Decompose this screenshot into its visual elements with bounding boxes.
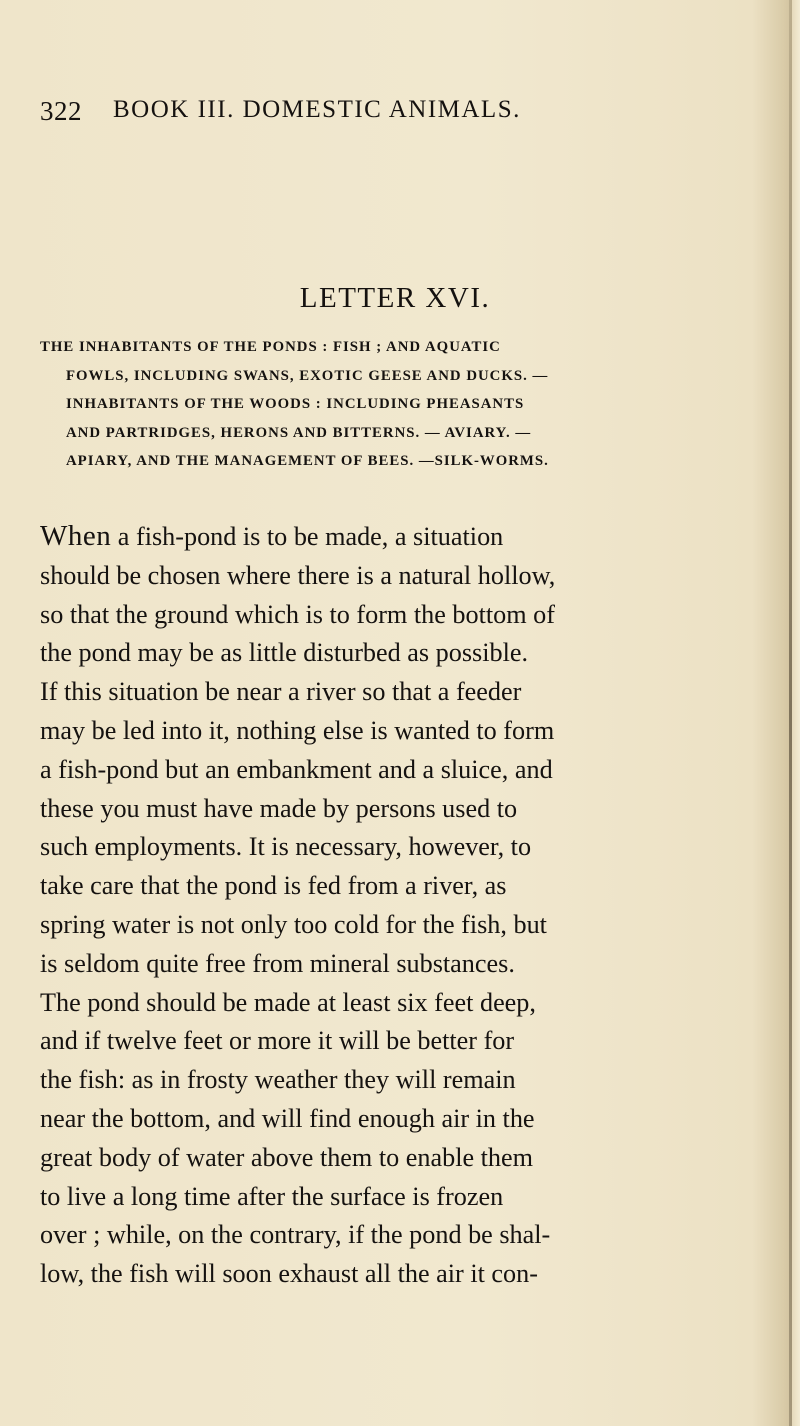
body-line: over ; while, on the contrary, if the pond be shal-: [40, 1220, 551, 1250]
body-line: If this situation be near a river so that a feeder: [40, 677, 522, 707]
body-line: these you must have made by persons used to: [40, 793, 518, 823]
body-line: take care that the pond is fed from a river, as: [40, 871, 507, 901]
body-line: is seldom quite free from mineral substances.: [40, 948, 515, 978]
summary-line: APIARY, AND THE MANAGEMENT OF BEES. —SILK-WORMS.: [66, 453, 549, 469]
body-line: such employments. It is necessary, however, to: [40, 832, 532, 862]
summary-line: AND PARTRIDGES, HERONS AND BITTERNS. — AVIARY. —: [66, 424, 532, 441]
body-line: near the bottom, and will find enough air in the: [40, 1103, 535, 1133]
summary-line: THE INHABITANTS OF THE PONDS : FISH ; AND AQUATIC: [40, 339, 501, 355]
body-line: so that the ground which is to form the bottom of: [40, 599, 555, 629]
body-line: should be chosen where there is a natural hollow,: [40, 560, 556, 590]
page-number: 322: [40, 96, 82, 126]
body-line: the fish: as in frosty weather they will remain: [40, 1065, 516, 1095]
chapter-summary: [40, 333, 740, 476]
page-edge: [792, 0, 800, 1426]
body-line: The pond should be made at least six feet deep,: [40, 987, 536, 1017]
body-line: low, the fish will soon exhaust all the air it con-: [40, 1259, 538, 1289]
page-edge-shadow: [789, 0, 792, 1426]
body-paragraph: [40, 517, 760, 1294]
running-head: [0, 96, 800, 132]
opening-word: When: [40, 520, 112, 552]
body-line: [40, 517, 760, 557]
body-line: spring water is not only too cold for the fish, but: [40, 909, 547, 939]
body-line: the pond may be as little disturbed as possible.: [40, 638, 529, 668]
body-line: a fish-pond but an embankment and a sluice, and: [40, 754, 553, 784]
running-title: BOOK III. DOMESTIC ANIMALS.: [113, 96, 521, 123]
body-line: great body of water above them to enable them: [40, 1142, 534, 1172]
body-line: to live a long time after the surface is frozen: [40, 1181, 504, 1211]
body-line: may be led into it, nothing else is wanted to form: [40, 715, 555, 745]
summary-line: INHABITANTS OF THE WOODS : INCLUDING PHEASANTS: [66, 396, 525, 412]
summary-line: FOWLS, INCLUDING SWANS, EXOTIC GEESE AND DUCKS. —: [66, 367, 549, 384]
body-line-text: a fish-pond is to be made, a situation: [111, 522, 504, 551]
letter-title: LETTER XVI.: [299, 282, 491, 314]
body-line: and if twelve feet or more it will be better for: [40, 1026, 515, 1056]
